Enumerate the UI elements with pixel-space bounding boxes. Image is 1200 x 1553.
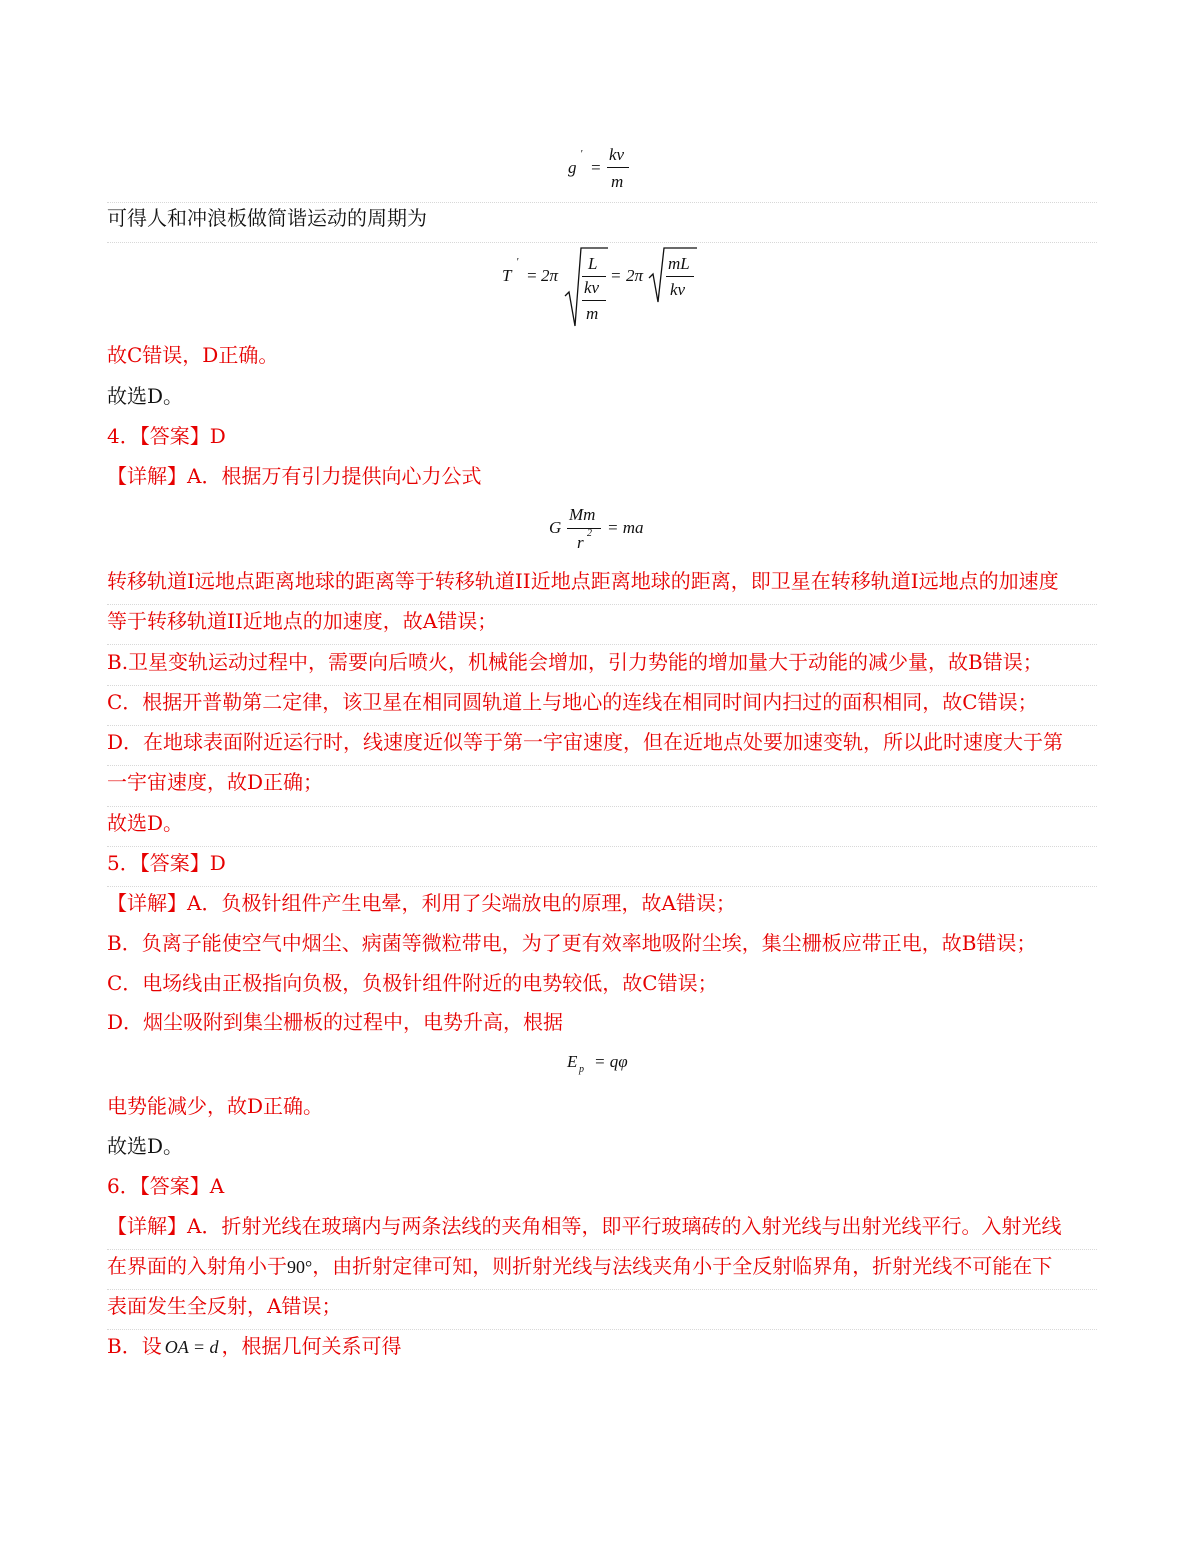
line-divider <box>107 886 1097 887</box>
eq-denominator: m <box>586 304 599 323</box>
line-divider <box>107 1249 1097 1250</box>
text-segment: ，根据几何关系可得 <box>221 1334 402 1358</box>
text-segment: ，由折射定律可知，则折射光线与法线夹角小于全反射临界角，折射光线不可能在下 <box>312 1254 1053 1278</box>
line-divider <box>107 806 1097 807</box>
text-line: C．根据开普勒第二定律，该卫星在相同圆轨道上与地心的连线在相同时间内扫过的面积相同，故C错误； <box>107 690 1038 714</box>
eq-symbol: E <box>567 1052 578 1071</box>
eq-denominator: kv <box>670 280 686 299</box>
line-divider <box>107 644 1097 645</box>
text-segment: B．设 <box>107 1334 162 1358</box>
eq-numerator: mL <box>668 254 690 273</box>
text-line <box>107 1332 1097 1361</box>
eq-equals: = <box>610 266 622 285</box>
line-divider <box>107 846 1097 847</box>
detail-line: 【详解】A．负极针组件产生电晕，利用了尖端放电的原理，故A错误； <box>107 891 736 915</box>
eq-numerator: L <box>588 254 598 273</box>
text-line: 一宇宙速度，故D正确； <box>107 770 324 794</box>
text-line: 故选D。 <box>107 1134 184 1158</box>
eq-two-pi: 2π <box>626 266 644 285</box>
eq-superscript: 2 <box>587 528 592 539</box>
text-line: 等于转移轨道II近地点的加速度，故A错误； <box>107 609 498 633</box>
eq-two-pi: 2π <box>541 266 559 285</box>
text-line: 故选D。 <box>107 384 184 408</box>
eq-rhs: = qφ <box>594 1052 628 1071</box>
eq-prime: ' <box>580 148 583 160</box>
line-divider <box>107 725 1097 726</box>
eq-numerator: kv <box>609 145 625 164</box>
eq-symbol: g <box>568 158 577 177</box>
text-line: 电势能减少，故D正确。 <box>107 1094 324 1118</box>
text-line: C．电场线由正极指向负极，负极针组件附近的电势较低，故C错误； <box>107 971 718 995</box>
text-line: 故C错误，D正确。 <box>107 343 279 367</box>
text-line: D．烟尘吸附到集尘栅板的过程中，电势升高，根据 <box>107 1010 564 1034</box>
eq-rhs: = ma <box>607 518 644 537</box>
line-divider <box>107 202 1097 203</box>
text-line: 表面发生全反射，A错误； <box>107 1294 342 1318</box>
eq-symbol: T <box>502 266 512 285</box>
eq-prime: ' <box>516 256 519 268</box>
text-line: B．负离子能使空气中烟尘、病菌等微粒带电，为了更有效率地吸附尘埃，集尘栅板应带正电，故B错误； <box>107 931 1037 955</box>
fraction-bar <box>582 276 606 277</box>
line-divider <box>107 685 1097 686</box>
eq-subscript: p <box>579 1064 584 1075</box>
eq-equals: = <box>526 266 538 285</box>
eq-symbol: G <box>549 518 562 537</box>
text-line: 可得人和冲浪板做简谐运动的周期为 <box>107 206 427 230</box>
text-line: 转移轨道I远地点距离地球的距离等于转移轨道II近地点距离地球的距离，即卫星在转移轨道I远地点的加速度 <box>107 569 1059 593</box>
line-divider <box>107 604 1097 605</box>
line-divider <box>107 1289 1097 1290</box>
text-segment: 在界面的入射角小于 <box>107 1254 287 1278</box>
eq-denominator: m <box>611 172 624 191</box>
line-divider <box>107 765 1097 766</box>
line-divider <box>107 242 1097 243</box>
line-divider <box>107 1329 1097 1330</box>
inline-math: OA = d <box>164 1337 219 1357</box>
detail-line: 【详解】A．折射光线在玻璃内与两条法线的夹角相等，即平行玻璃砖的入射光线与出射光线平行。入射光线 <box>107 1214 1062 1238</box>
fraction-bar <box>607 167 629 168</box>
answer-line: 6．【答案】A <box>107 1174 225 1198</box>
answer-line: 4．【答案】D <box>107 424 226 448</box>
eq-equals: = <box>590 158 602 177</box>
text-line: 故选D。 <box>107 811 184 835</box>
text-line: D．在地球表面附近运行时，线速度近似等于第一宇宙速度，但在近地点处要加速变轨，所以此时速度大于第 <box>107 730 1064 754</box>
eq-denominator: r <box>577 533 584 552</box>
text-line: B.卫星变轨运动过程中，需要向后喷火，机械能会增加，引力势能的增加量大于动能的减少量，故B错误； <box>107 650 1043 674</box>
fraction-bar <box>567 528 601 529</box>
detail-line: 【详解】A．根据万有引力提供向心力公式 <box>107 464 482 488</box>
eq-inner-numerator: kv <box>584 278 600 297</box>
eq-numerator: Mm <box>569 505 596 524</box>
inline-math: 90° <box>287 1257 313 1277</box>
answer-line: 5．【答案】D <box>107 851 226 875</box>
fraction-bar <box>582 300 606 301</box>
fraction-bar <box>666 276 694 277</box>
text-line <box>107 1252 1097 1281</box>
